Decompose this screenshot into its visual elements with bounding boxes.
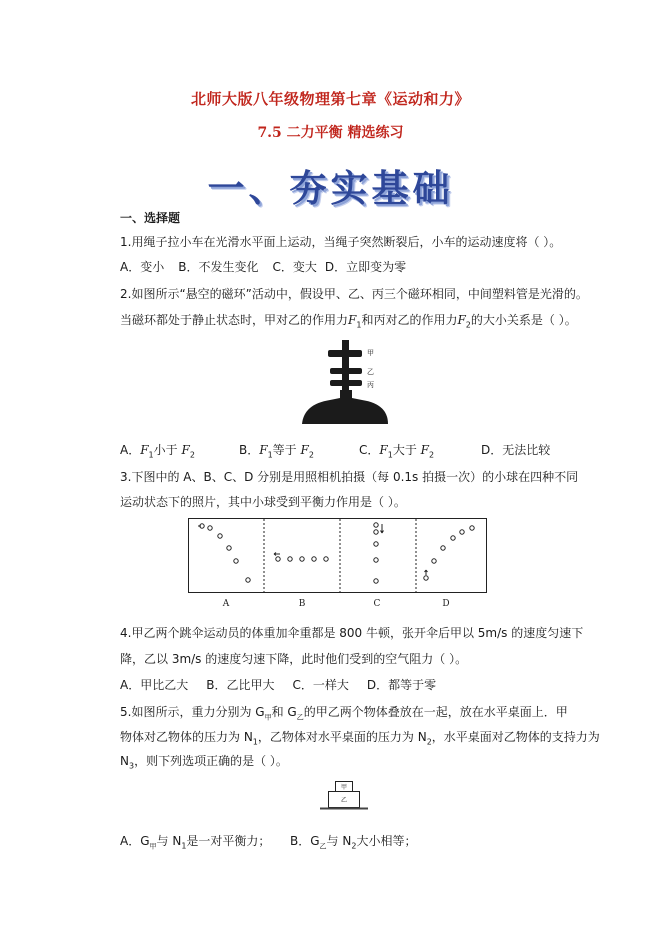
- ball: [276, 557, 280, 561]
- q3-line1: 3.下图中的 A、B、C、D 分别是用照相机拍摄（每 0.1s 拍摄一次）的小球在四种不同: [120, 470, 579, 484]
- ball: [374, 542, 378, 546]
- panel-label-c: C: [373, 599, 381, 609]
- ball: [288, 557, 292, 561]
- q5-option-b: B．$G_乙$与 $N_2$大小相等；: [290, 834, 417, 851]
- panel-d-balls: [424, 526, 474, 580]
- panel-b-balls: [276, 557, 328, 561]
- ball: [460, 530, 464, 534]
- ball: [246, 578, 250, 582]
- section-banner: 一、夯实基础: [207, 167, 454, 210]
- ball: [451, 536, 455, 540]
- q2-option-c: C．$F_1$大于 $F_2$: [359, 443, 435, 460]
- magnetic-rings-figure: [296, 334, 396, 430]
- q5-line1: 5.如图所示，重力分别为 $G_甲$和 $G_乙$的甲乙两个物体叠放在一起，放在水平桌面上．甲: [120, 705, 568, 722]
- q3-line2: 运动状态下的照片，其中小球受到平衡力作用是（ ）。: [120, 495, 406, 509]
- ball: [324, 557, 328, 561]
- panel-label-b: B: [298, 599, 306, 609]
- q4-option-c: C．一样大: [292, 678, 349, 692]
- ball: [208, 526, 212, 530]
- panel-b-arrow: [274, 553, 280, 556]
- q1-stem: 1.用绳子拉小车在光滑水平面上运动，当绳子突然断裂后，小车的运动速度将（ ）。: [120, 235, 562, 249]
- ring-jia: [328, 350, 362, 357]
- panel-c-arrow: [381, 524, 384, 533]
- stacked-blocks-figure: [320, 780, 368, 818]
- q4-option-a: A．甲比乙大: [120, 678, 189, 692]
- q4-line2: 降，乙以 3m/s 的速度匀速下降，此时他们受到的空气阻力（ ）。: [120, 652, 468, 666]
- q2-option-a: A．$F_1$小于 $F_2$: [120, 443, 195, 460]
- ball: [374, 579, 378, 583]
- q1-option-b: B．不发生变化: [178, 260, 259, 274]
- ring-bing: [330, 380, 362, 386]
- document-title: 北师大版八年级物理第七章《运动和力》: [190, 90, 470, 108]
- q5-line3: $N_3$，则下列选项正确的是（ ）。: [120, 754, 288, 771]
- q2-option-b: B．$F_1$等于 $F_2$: [239, 443, 314, 460]
- ball: [227, 546, 231, 550]
- q2-line2: 当磁环都处于静止状态时，甲对乙的作用力$F_1$和丙对乙的作用力$F_2$的大小关系是（ ）。: [120, 313, 577, 330]
- panel-label-a: A: [222, 599, 230, 609]
- ball: [470, 526, 474, 530]
- ball: [218, 534, 222, 538]
- force-f2: F: [457, 313, 466, 327]
- q1-option-c: C．变大: [272, 260, 317, 274]
- panel-label-d: D: [442, 599, 450, 609]
- ring-yi: [330, 368, 362, 374]
- q4-line1: 4.甲乙两个跳伞运动员的体重加伞重都是 800 牛顿，张开伞后甲以 5m/s 的速度匀速下: [120, 626, 584, 640]
- section-heading: 一、选择题: [120, 211, 181, 225]
- panel-c-balls: [374, 523, 378, 583]
- ball: [374, 523, 378, 527]
- label-jia: 甲: [367, 349, 374, 357]
- table-surface: [320, 808, 368, 810]
- figure-frame: [189, 519, 487, 593]
- ball: [374, 558, 378, 562]
- q5-option-a: A．$G_甲$与 $N_1$是一对平衡力；: [120, 834, 271, 851]
- q4-option-d: D．都等于零: [366, 678, 437, 692]
- figure-base: [302, 390, 388, 424]
- q4-options: [120, 677, 436, 693]
- q4-option-b: B．乙比甲大: [206, 678, 275, 692]
- panel-d-arrow: [425, 570, 428, 575]
- ball: [374, 530, 378, 534]
- ball: [432, 559, 436, 563]
- q1-option-d: D．立即变为零: [324, 260, 407, 274]
- label-bing: 丙: [367, 381, 374, 389]
- q2-line1: 2.如图所示“悬空的磁环”活动中，假设甲、乙、丙三个磁环相同，中间塑料管是光滑的。: [120, 287, 588, 301]
- block-yi-label: 乙: [340, 797, 348, 804]
- q5-line2: 物体对乙物体的压力为 $N_1$，乙物体对水平桌面的压力为 $N_2$，水平桌面对乙物体的支持力为: [120, 730, 600, 747]
- document-subtitle: 7.5 二力平衡 精选练习: [257, 125, 404, 141]
- q1-option-a: A．变小: [120, 260, 165, 274]
- ball: [441, 546, 445, 550]
- ball-motion-figure: [188, 518, 488, 610]
- q2-option-d: D．无法比较: [481, 443, 551, 457]
- force-f1: F: [348, 313, 357, 327]
- label-yi: 乙: [367, 368, 374, 376]
- q1-options: [120, 259, 406, 275]
- panel-a-balls: [200, 524, 250, 582]
- ball: [300, 557, 304, 561]
- ball: [312, 557, 316, 561]
- block-jia-label: 甲: [340, 784, 348, 791]
- ball: [424, 576, 428, 580]
- ball: [234, 559, 238, 563]
